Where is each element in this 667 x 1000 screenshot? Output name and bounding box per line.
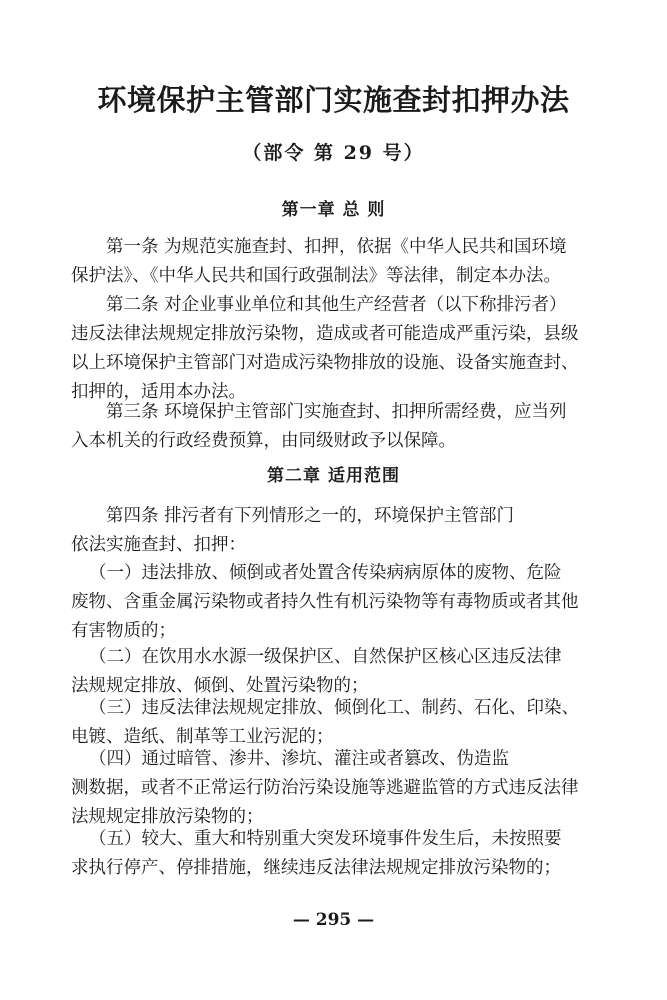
- text-line: 电镀、造纸、制革等工业污泥的；: [71, 727, 334, 747]
- text-line: 入本机关的行政经费预算，由同级财政予以保障。: [71, 431, 456, 451]
- article-4: [71, 502, 601, 560]
- article-4-item-1: [71, 559, 601, 646]
- page-number: — 295 —: [292, 910, 375, 930]
- text-line: 第二条 对企业事业单位和其他生产经营者（以下称排污者）: [106, 295, 567, 315]
- article-1: [71, 233, 601, 291]
- text-line: 违反法律法规规定排放污染物，造成或者可能造成严重污染，县级: [71, 324, 579, 344]
- article-4-item-5: [71, 825, 601, 883]
- chapter-heading-1: 第一章 总 则: [281, 200, 386, 220]
- text-line: （三）违反法律法规规定排放、倾倒化工、制药、石化、印染、: [89, 698, 579, 718]
- text-line: （一）违法排放、倾倒或者处置含传染病病原体的废物、危险: [89, 563, 562, 583]
- text-line: 法规规定排放污染物的；: [71, 807, 264, 827]
- article-3: [71, 398, 601, 456]
- text-line: （五）较大、重大和特别重大突发环境事件发生后，未按照要: [89, 829, 562, 849]
- text-line: 法规规定排放、倾倒、处置污染物的；: [71, 676, 369, 696]
- article-4-item-3: [71, 694, 601, 752]
- text-line: （四）通过暗管、渗井、渗坑、灌注或者篡改、伪造监: [89, 749, 509, 769]
- article-4-item-2: [71, 643, 601, 701]
- chapter-heading-2: 第二章 适用范围: [267, 466, 400, 486]
- document-title: 环境保护主管部门实施查封扣押办法: [97, 83, 570, 117]
- text-line: 依法实施查封、扣押：: [71, 535, 246, 555]
- text-line: 废物、含重金属污染物或者持久性有机污染物等有毒物质或者其他: [71, 592, 579, 612]
- text-line: 求执行停产、停排措施，继续违反法律法规规定排放污染物的；: [71, 858, 561, 878]
- text-line: 第三条 环境保护主管部门实施查封、扣押所需经费，应当列: [106, 402, 567, 422]
- text-line: 第四条 排污者有下列情形之一的，环境保护主管部门: [106, 506, 515, 526]
- document-subtitle: （部令 第 29 号）: [242, 142, 425, 164]
- text-line: 以上环境保护主管部门对造成污染物排放的设施、设备实施查封、: [71, 353, 579, 373]
- text-line: 保护法》、《中华人民共和国行政强制法》等法律，制定本办法。: [71, 266, 561, 286]
- article-4-item-4: [71, 745, 601, 832]
- text-line: 有害物质的；: [71, 621, 176, 641]
- article-2: [71, 291, 601, 407]
- text-line: 测数据，或者不正常运行防治污染设施等逃避监管的方式违反法律: [71, 778, 579, 798]
- text-line: 扣押的，适用本办法。: [71, 382, 246, 402]
- text-line: （二）在饮用水水源一级保护区、自然保护区核心区违反法律: [89, 647, 562, 667]
- text-line: 第一条 为规范实施查封、扣押，依据《中华人民共和国环境: [106, 237, 567, 257]
